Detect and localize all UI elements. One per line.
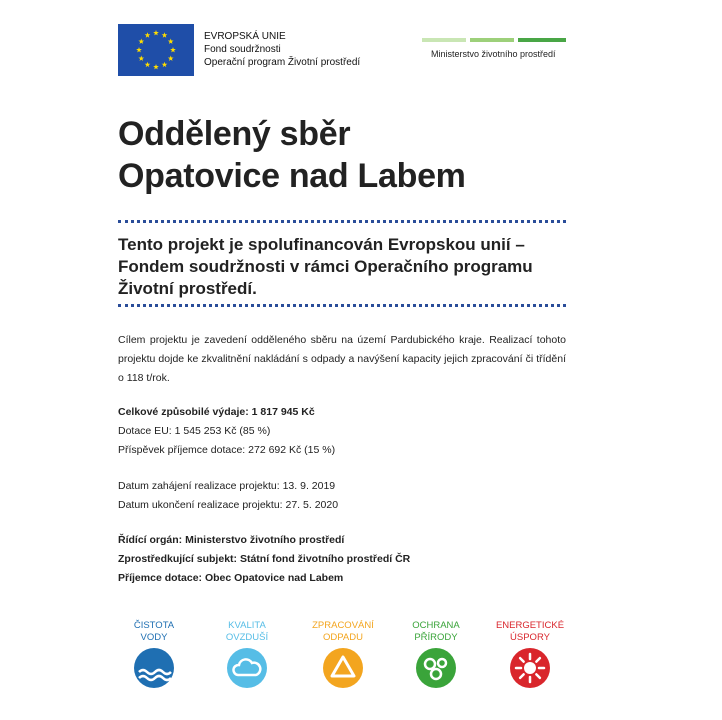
- eu-program-label: [204, 30, 360, 69]
- icon-label-air: KVALITA OVZDUŠÍ: [225, 620, 269, 643]
- eu-line-1: EVROPSKÁ UNIE: [204, 31, 286, 42]
- icon-label-energy: ENERGETICKÉ ÚSPORY: [495, 620, 565, 643]
- finance-block: [118, 403, 566, 460]
- project-description: Cílem projektu je zavedení odděleného sběru na území Pardubického kraje. Realizací tohoto projektu dojde ke zkvalitnění nakládání s odpady a navýšení kapacity jejich zpracování či třídění o 118 t/rok.: [118, 334, 566, 384]
- end-date: Datum ukončení realizace projektu: 27. 5. 2020: [118, 499, 339, 511]
- icon-label-nature: OCHRANA PŘÍRODY: [412, 620, 460, 643]
- ministry-logo-bars: [422, 38, 566, 42]
- dotted-divider-top: [118, 220, 566, 223]
- eu-subsidy: Dotace EU: 1 545 253 Kč (85 %): [118, 425, 271, 437]
- ministry-name: Ministerstvo životního prostředí: [431, 49, 556, 59]
- bodies-block: [118, 531, 566, 588]
- eu-stars-icon: [118, 24, 194, 76]
- subsidy-recipient: Příjemce dotace: Obec Opatovice nad Labem: [118, 572, 344, 584]
- cloud-icon: [227, 648, 267, 688]
- sun-icon: [510, 648, 550, 688]
- cofinancing-statement: [118, 234, 578, 300]
- start-date: Datum zahájení realizace projektu: 13. 9. 2019: [118, 480, 336, 492]
- eu-flag-logo: [118, 24, 194, 76]
- total-eligible-costs: Celkové způsobilé výdaje: 1 817 945 Kč: [118, 406, 315, 418]
- managing-authority: Řídící orgán: Ministerstvo životního prostředí: [118, 534, 345, 546]
- page-title: [118, 113, 466, 197]
- lead-line-1: Tento projekt je spolufinancován Evropskou unií –: [118, 235, 525, 254]
- project-description-block: [118, 331, 566, 388]
- lead-line-3: Životní prostředí.: [118, 279, 257, 298]
- title-line-1: Oddělený sběr: [118, 115, 351, 153]
- water-icon: [134, 648, 174, 688]
- icon-label-water: ČISTOTA VODY: [133, 620, 175, 643]
- recipient-contribution: Příspěvek příjemce dotace: 272 692 Kč (15 %): [118, 444, 336, 456]
- eu-line-2: Fond soudržnosti: [204, 44, 281, 55]
- dates-block: [118, 477, 566, 515]
- icon-label-waste: ZPRACOVÁNÍ ODPADU: [312, 620, 374, 643]
- dotted-divider-bottom: [118, 304, 566, 307]
- flower-icon: [416, 648, 456, 688]
- eu-line-3: Operační program Životní prostředí: [204, 57, 361, 68]
- lead-line-2: Fondem soudržnosti v rámci Operačního programu: [118, 257, 533, 276]
- intermediate-body: Zprostředkující subjekt: Státní fond životního prostředí ČR: [118, 553, 411, 565]
- recycle-triangle-icon: [323, 648, 363, 688]
- title-line-2: Opatovice nad Labem: [118, 157, 466, 195]
